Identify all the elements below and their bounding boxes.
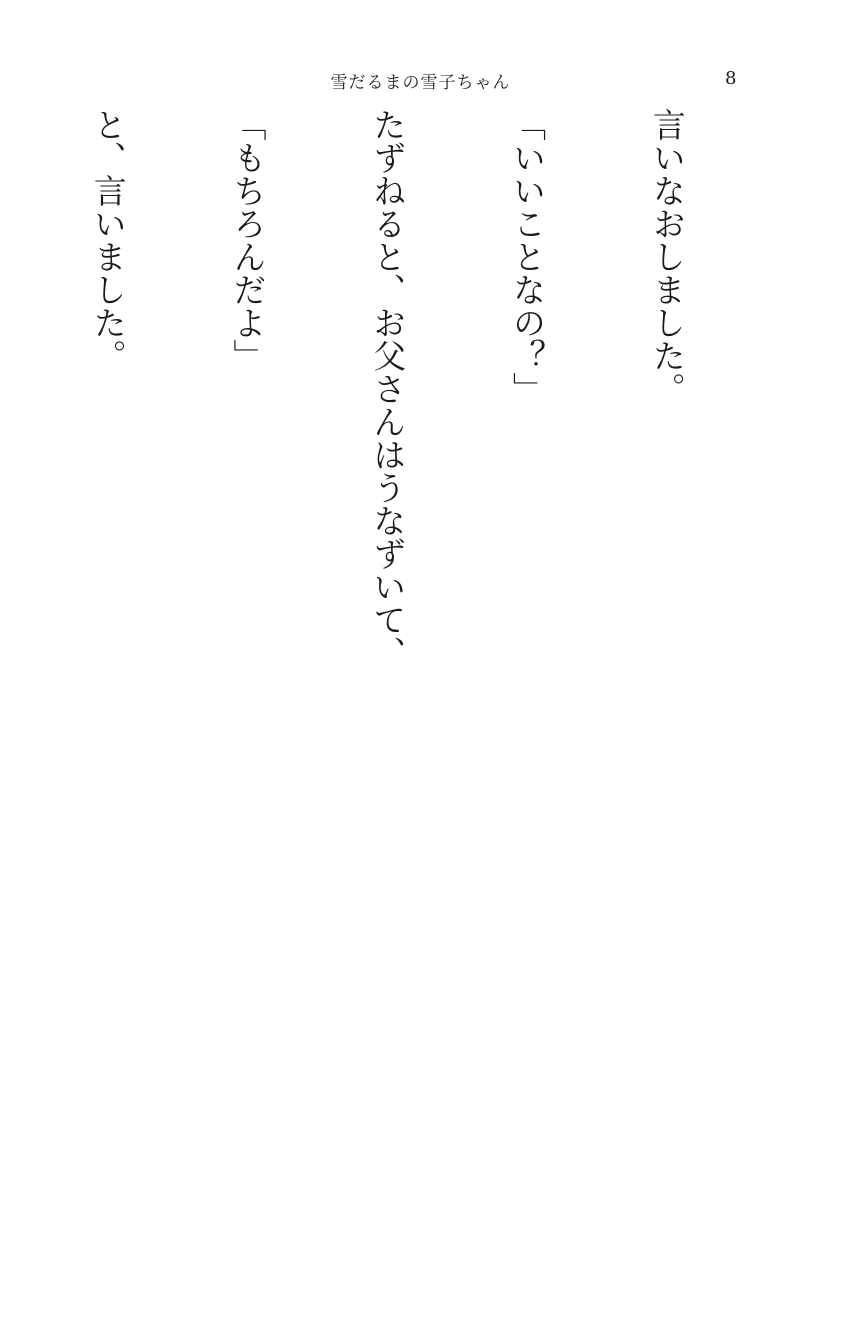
page-number: 8: [725, 68, 737, 89]
running-header-title: 雪だるまの雪子ちゃん: [330, 73, 511, 93]
text-line: と、言いました。: [88, 108, 128, 372]
text-line: 言いなおしました。: [647, 108, 687, 405]
text-line: 「もちろんだよ」: [228, 108, 268, 372]
text-line: たずねると、お父さんはうなずいて、: [368, 108, 408, 669]
body-text: [43, 108, 783, 1158]
text-line: 「いいことなの？」: [508, 108, 548, 405]
